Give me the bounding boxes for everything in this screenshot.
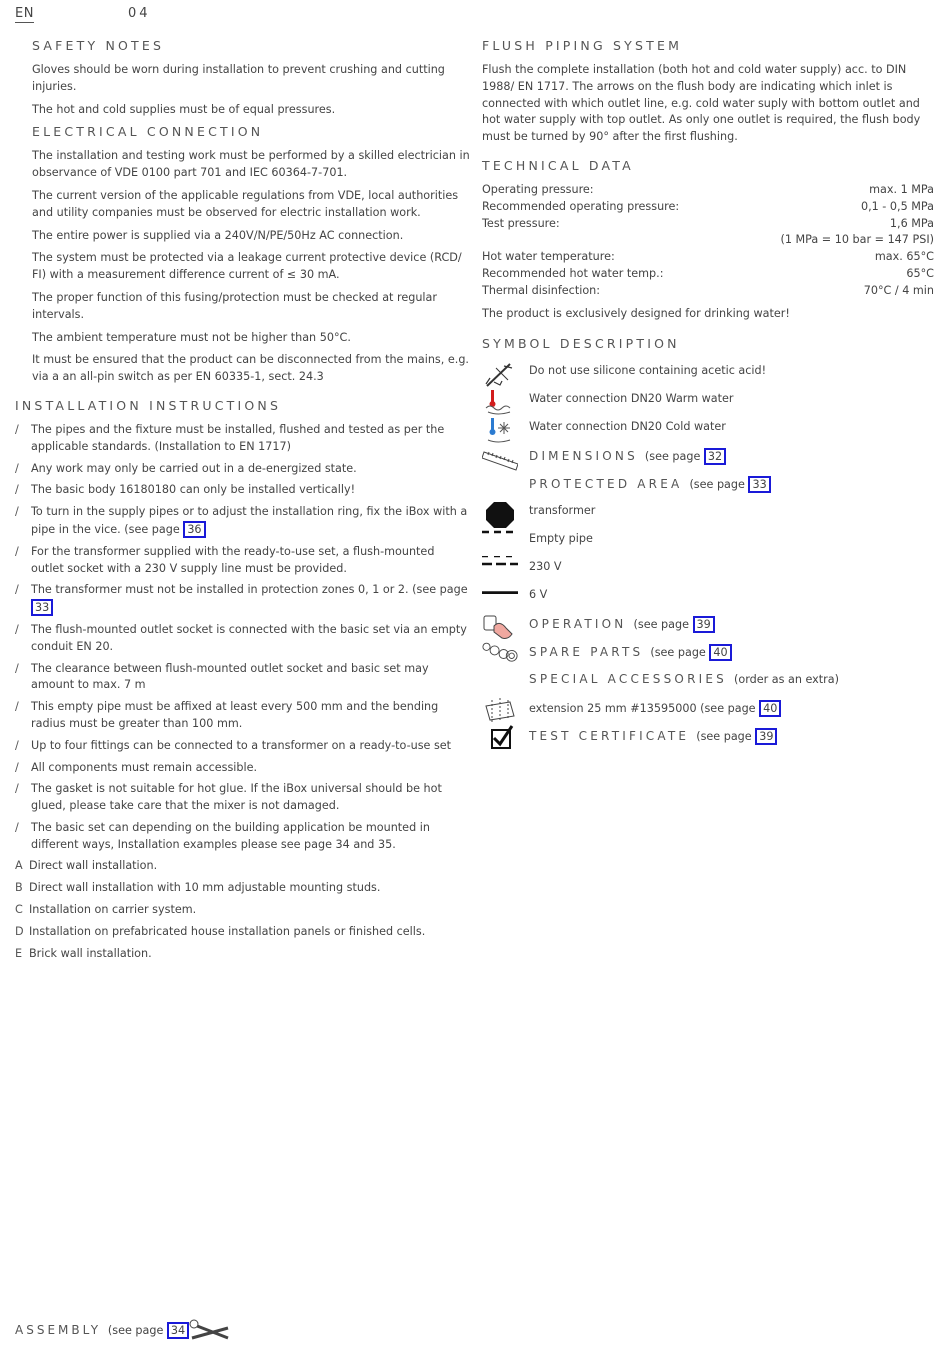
flush-title: FLUSH PIPING SYSTEM bbox=[482, 38, 683, 53]
symbol-test-certificate: TEST CERTIFICATE (see page 39 bbox=[482, 724, 934, 752]
tech-row: Recommended hot water temp.: 65°C bbox=[482, 266, 934, 280]
electrical-para: The ambient temperature must not be higher than 50°C. bbox=[32, 330, 351, 344]
electrical-para: The current version of the applicable regulations from VDE, local authorities and utility companies must be observed for electric installation work. bbox=[32, 188, 459, 219]
left-column bbox=[15, 38, 470, 967]
wrench-icon bbox=[188, 1318, 232, 1346]
symbol-title: SYMBOL DESCRIPTION bbox=[482, 336, 680, 352]
list-item: / This empty pipe must be affixed at least every 500 mm and the bending radius must be greater than 100 mm. bbox=[15, 700, 439, 730]
list-item: / The basic body 16180180 can only be installed vertically! bbox=[15, 483, 356, 497]
ruler-icon bbox=[482, 444, 518, 472]
solid-line-icon bbox=[482, 584, 518, 612]
dashed-line-icon bbox=[482, 528, 518, 556]
warm-water-icon bbox=[482, 388, 518, 416]
list-item: / The basic set can depending on the building application be mounted in different ways, Installation examples please see page 34 and 35. bbox=[15, 820, 430, 851]
symbol-spare-parts: SPARE PARTS (see page 40 bbox=[482, 640, 934, 668]
symbol-warm-water: Water connection DN20 Warm water bbox=[482, 388, 934, 416]
list-item: / All components must remain accessible. bbox=[15, 760, 258, 774]
symbol-230v: 230 V bbox=[482, 556, 934, 584]
electrical-para: The entire power is supplied via a 240V/N/PE/50Hz AC connection. bbox=[32, 228, 404, 242]
electrical-para: The installation and testing work must be performed by a skilled electrician in observance of VDE 0100 part 701 and IEC 60364-7-701. bbox=[32, 149, 470, 180]
electrical-para: The system must be protected via a leakage current protective device (RCD/ FI) with a measurement difference current of ≤ 30 mA. bbox=[32, 251, 462, 282]
tech-row: Operating pressure: max. 1 MPa bbox=[482, 182, 934, 196]
tech-row: Thermal disinfection: 70°C / 4 min bbox=[482, 283, 934, 297]
page-link-39[interactable]: 39 bbox=[755, 728, 777, 745]
electrical-title: ELECTRICAL CONNECTION bbox=[32, 124, 264, 140]
safety-para: Gloves should be worn during installation to prevent crushing and cutting injuries. bbox=[32, 63, 445, 93]
list-item: / For the transformer supplied with the ready-to-use set, a flush-mounted outlet socket with a 230 V supply line must be provided. bbox=[15, 544, 435, 575]
page-link-39[interactable]: 39 bbox=[693, 616, 715, 633]
page-link-33[interactable]: 33 bbox=[748, 476, 770, 493]
symbol-silicone: Do not use silicone containing acetic acid! bbox=[482, 360, 934, 388]
symbol-empty-pipe: Empty pipe bbox=[482, 528, 934, 556]
list-item: / Up to four fittings can be connected to a transformer on a ready-to-use set bbox=[15, 738, 452, 752]
list-item: / The transformer must not be installed in protection zones 0, 1 or 2. (see page 33 bbox=[15, 583, 468, 615]
tech-row: Test pressure: 1,6 MPa bbox=[482, 216, 934, 230]
page-link-32[interactable]: 32 bbox=[704, 448, 726, 465]
safety-para: The hot and cold supplies must be of equal pressures. bbox=[32, 102, 336, 116]
page-link-34[interactable]: 34 bbox=[167, 1322, 189, 1339]
symbol-transformer: transformer bbox=[482, 500, 934, 528]
hand-operation-icon bbox=[482, 612, 518, 640]
list-item: / To turn in the supply pipes or to adjust the installation ring, fix the iBox with a pipe in the vice. (see page 36 bbox=[15, 505, 468, 536]
page-number: 04 bbox=[128, 6, 151, 21]
safety-title: SAFETY NOTES bbox=[32, 38, 165, 53]
flush-text: Flush the complete installation (both hot and cold water supply) acc. to DIN 1988/ EN 1717. The arrows on the flush body are indicating which inlet is connected with which outlet line, e.g. cold water suply with bottom outlet and hot water supply with top outlet. As only one outlet is required, the flush body must be turned by 90° after the first flushing. bbox=[482, 63, 921, 144]
letter-item: B Direct wall installation with 10 mm adjustable mounting studs. bbox=[15, 881, 381, 895]
symbol-6v: 6 V bbox=[482, 584, 934, 612]
symbol-protected-area: PROTECTED AREA (see page 33 bbox=[482, 472, 934, 500]
tech-row: Hot water temperature: max. 65°C bbox=[482, 250, 934, 264]
page-link-40[interactable]: 40 bbox=[759, 700, 781, 717]
silicone-gun-icon bbox=[482, 360, 518, 388]
installation-title: INSTALLATION INSTRUCTIONS bbox=[15, 397, 282, 413]
safety-section bbox=[15, 38, 470, 386]
spare-parts-icon bbox=[482, 640, 518, 668]
dash-double-line-icon bbox=[482, 556, 518, 584]
symbol-dimensions: DIMENSIONS (see page 32 bbox=[482, 444, 934, 472]
letter-item: D Installation on prefabricated house installation panels or finished cells. bbox=[15, 924, 426, 938]
letter-item: E Brick wall installation. bbox=[15, 946, 152, 960]
symbol-special-accessories: SPECIAL ACCESSORIES (order as an extra) bbox=[529, 672, 839, 687]
symbol-cold-water: Water connection DN20 Cold water bbox=[482, 416, 934, 444]
list-item: / The flush-mounted outlet socket is connected with the basic set via an empty conduit EN 20. bbox=[15, 622, 467, 653]
list-item: / The clearance between flush-mounted outlet socket and basic set may amount to max. 7 m bbox=[15, 661, 429, 692]
letter-item: C Installation on carrier system. bbox=[15, 903, 197, 917]
extension-icon bbox=[482, 696, 518, 724]
list-item: / The pipes and the fixture must be installed, flushed and tested as per the applicable standards. (Installation to EN 1717) bbox=[15, 422, 445, 453]
drinking-water-note: The product is exclusively designed for drinking water! bbox=[482, 306, 790, 320]
tech-row: (1 MPa = 10 bar = 147 PSI) bbox=[780, 233, 934, 247]
technical-title: TECHNICAL DATA bbox=[482, 157, 634, 173]
right-column bbox=[482, 38, 934, 752]
page-link-40[interactable]: 40 bbox=[709, 644, 731, 661]
letter-item: A Direct wall installation. bbox=[15, 859, 158, 873]
page-link-33[interactable]: 33 bbox=[31, 599, 53, 616]
list-item: / The gasket is not suitable for hot glue. If the iBox universal should be hot glued, please take care that the mixer is not damaged. bbox=[15, 782, 442, 813]
page-link-36[interactable]: 36 bbox=[183, 521, 205, 538]
electrical-para: The proper function of this fusing/protection must be checked at regular intervals. bbox=[32, 290, 437, 321]
cold-water-icon bbox=[482, 416, 518, 444]
assembly-footer: ASSEMBLY (see page 34 bbox=[15, 1322, 189, 1339]
tech-row: Recommended operating pressure: 0,1 - 0,5 MPa bbox=[482, 199, 934, 213]
language-code: EN bbox=[15, 6, 34, 21]
list-item: / Any work may only be carried out in a de-energized state. bbox=[15, 461, 357, 475]
symbol-extension: extension 25 mm #13595000 (see page 40 bbox=[482, 696, 934, 724]
electrical-para: It must be ensured that the product can be disconnected from the mains, e.g. via a an all-pin switch as per EN 60335-1, sect. 24.3 bbox=[32, 353, 469, 384]
octagon-icon bbox=[482, 500, 518, 528]
symbol-operation: OPERATION (see page 39 bbox=[482, 612, 934, 640]
checkbox-icon bbox=[482, 724, 518, 752]
